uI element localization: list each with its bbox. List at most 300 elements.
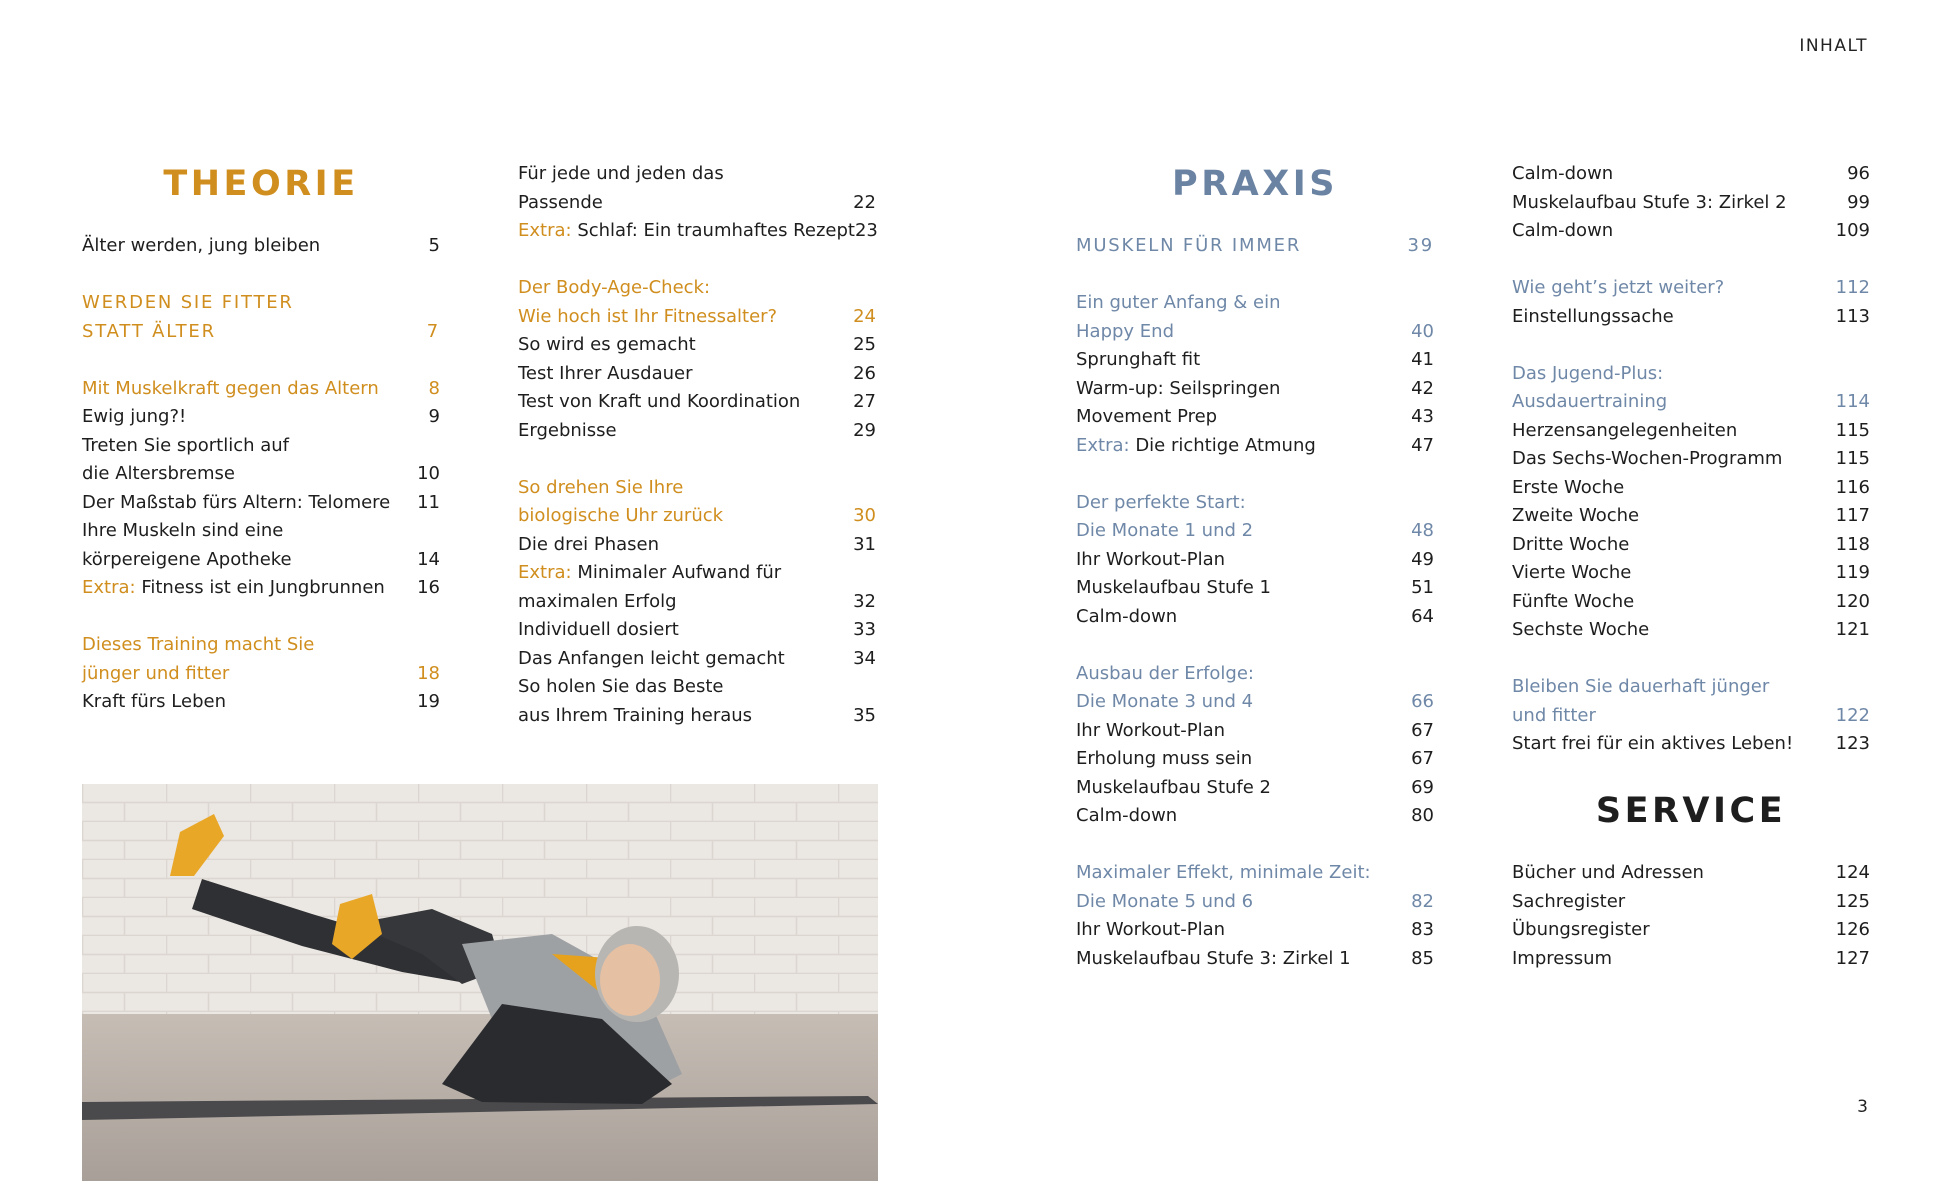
toc-page-number: 96 bbox=[1847, 163, 1870, 184]
toc-entry-line bbox=[1512, 303, 1826, 332]
toc-entry-line bbox=[1076, 603, 1390, 632]
toc-page-number: 115 bbox=[1835, 419, 1870, 441]
toc-entry-title bbox=[1512, 673, 1826, 730]
toc-page-number: 43 bbox=[1411, 406, 1434, 427]
toc-entry-line bbox=[1512, 673, 1826, 702]
toc-entry-line bbox=[1512, 274, 1826, 303]
toc-entry bbox=[1512, 945, 1870, 974]
toc-entry bbox=[518, 673, 876, 730]
toc-entry-title bbox=[1512, 559, 1826, 588]
toc-entry-line bbox=[82, 432, 396, 461]
toc-page-number: 82 bbox=[1411, 890, 1434, 912]
toc-entry bbox=[82, 631, 440, 688]
toc-entry-text: Der Maßstab fürs Altern: Telomere bbox=[82, 491, 391, 513]
toc-entry-title bbox=[82, 489, 396, 518]
toc-entry-line bbox=[82, 232, 396, 261]
toc-entry-title bbox=[1512, 274, 1826, 303]
toc-page-number: 122 bbox=[1835, 704, 1870, 726]
toc-entry-title bbox=[82, 432, 396, 489]
toc-entry-title bbox=[1076, 916, 1390, 945]
toc-page-number: 29 bbox=[853, 419, 876, 441]
toc-page-number: 67 bbox=[1411, 719, 1434, 741]
toc-entry-text: Ihre Muskeln sind eine bbox=[82, 520, 284, 541]
toc-entry bbox=[518, 160, 876, 217]
running-header: INHALT bbox=[1799, 36, 1868, 56]
toc-entry-line bbox=[1512, 388, 1826, 417]
toc-entry-text: körpereigene Apotheke bbox=[82, 548, 292, 570]
toc-entry-line bbox=[1512, 474, 1826, 503]
toc-page-number: 83 bbox=[1411, 919, 1434, 940]
toc-page-number: 127 bbox=[1835, 947, 1870, 969]
toc-entry-line bbox=[1512, 502, 1826, 531]
toc-page-number: 11 bbox=[417, 491, 440, 513]
toc-entry-line bbox=[82, 318, 396, 347]
toc-entry-line bbox=[1512, 531, 1826, 560]
toc-entry-text: Muskelaufbau Stufe 3: Zirkel 2 bbox=[1512, 191, 1787, 213]
toc-entry bbox=[1512, 916, 1870, 945]
toc-entry-title bbox=[518, 274, 832, 331]
toc-entry-line bbox=[1512, 616, 1826, 645]
toc-entry-text: Minimaler Aufwand für bbox=[577, 562, 782, 583]
toc-page-number: 22 bbox=[853, 191, 876, 213]
toc-entry-text: Sprunghaft fit bbox=[1076, 349, 1201, 370]
toc-entry-line bbox=[518, 559, 832, 588]
toc-entry-text: Movement Prep bbox=[1076, 406, 1218, 427]
toc-entry-line bbox=[1512, 588, 1826, 617]
toc-entry bbox=[518, 388, 876, 417]
toc-entry bbox=[82, 688, 440, 717]
toc-entry-text: Schlaf: Ein traumhaftes Rezept bbox=[577, 220, 855, 241]
toc-entry bbox=[1076, 717, 1434, 746]
toc-entry bbox=[1076, 603, 1434, 632]
toc-entry-line bbox=[82, 289, 396, 318]
toc-entry-line bbox=[518, 217, 855, 246]
toc-entry-title bbox=[1512, 445, 1826, 474]
toc-entry-line bbox=[82, 403, 396, 432]
toc-entry-line bbox=[1076, 660, 1390, 689]
toc-entry-title bbox=[518, 559, 832, 616]
toc-entry-line bbox=[1076, 489, 1390, 518]
toc-entry bbox=[1076, 574, 1434, 603]
extra-label: Extra: bbox=[1076, 434, 1130, 456]
toc-entry bbox=[1076, 432, 1434, 461]
toc-entry-title bbox=[518, 417, 832, 446]
toc-entry-title bbox=[82, 375, 396, 404]
toc-entry-line bbox=[1512, 217, 1826, 246]
toc-entry-text: Erholung muss sein bbox=[1076, 748, 1253, 769]
toc-entry bbox=[1512, 673, 1870, 730]
toc-entry-text: Die richtige Atmung bbox=[1135, 434, 1316, 456]
toc-entry bbox=[518, 531, 876, 560]
toc-column-theorie-2 bbox=[518, 160, 876, 730]
toc-entry bbox=[82, 517, 440, 574]
toc-entry-line bbox=[518, 673, 832, 702]
toc-column-praxis-2 bbox=[1512, 160, 1870, 973]
toc-entry-title bbox=[1512, 531, 1826, 560]
toc-entry bbox=[1512, 616, 1870, 645]
toc-entry-line bbox=[1076, 688, 1390, 717]
toc-entry-title bbox=[1076, 945, 1390, 974]
toc-entry bbox=[1512, 888, 1870, 917]
toc-entry bbox=[518, 559, 876, 616]
toc-entry bbox=[1512, 303, 1870, 332]
toc-entry-text: Sechste Woche bbox=[1512, 619, 1650, 640]
toc-page-number: 25 bbox=[853, 334, 876, 355]
toc-page-number: 112 bbox=[1835, 277, 1870, 298]
toc-entry bbox=[1512, 445, 1870, 474]
toc-entry-text: Happy End bbox=[1076, 320, 1174, 342]
toc-entry-line bbox=[518, 303, 832, 332]
toc-page-number: 30 bbox=[853, 505, 876, 526]
toc-entry-line bbox=[1076, 802, 1390, 831]
toc-entry-line bbox=[1076, 945, 1390, 974]
toc-entry-line bbox=[518, 474, 832, 503]
toc-entry bbox=[1076, 859, 1434, 916]
extra-label: Extra: bbox=[82, 577, 136, 598]
toc-entry-title bbox=[518, 474, 832, 531]
toc-entry-title bbox=[82, 289, 396, 346]
page-number: 3 bbox=[1857, 1097, 1868, 1117]
toc-entry-text: Ewig jung?! bbox=[82, 406, 187, 427]
toc-entry-title bbox=[1512, 360, 1826, 417]
toc-entry-line bbox=[82, 688, 396, 717]
toc-entry-line bbox=[1512, 730, 1826, 759]
toc-page-number: 64 bbox=[1411, 605, 1434, 627]
toc-entry-text: Bleiben Sie dauerhaft jünger bbox=[1512, 676, 1770, 697]
toc-entry-line bbox=[1076, 403, 1390, 432]
toc-entry-text: Warm-up: Seilspringen bbox=[1076, 377, 1281, 399]
toc-entry-line bbox=[1512, 559, 1826, 588]
toc-entry-text: Ihr Workout-Plan bbox=[1076, 719, 1226, 741]
toc-entry bbox=[1076, 289, 1434, 346]
toc-entry-text: Ihr Workout-Plan bbox=[1076, 548, 1226, 570]
toc-entry bbox=[518, 417, 876, 446]
toc-entry-line bbox=[1076, 375, 1390, 404]
toc-entry-line bbox=[82, 375, 396, 404]
toc-entry-line bbox=[518, 417, 832, 446]
toc-entry-text: Das Sechs-Wochen-Programm bbox=[1512, 448, 1783, 469]
toc-page-number: 9 bbox=[428, 406, 440, 427]
toc-entry bbox=[82, 432, 440, 489]
toc-entry-text: die Altersbremse bbox=[82, 463, 235, 484]
toc-page-number: 121 bbox=[1835, 619, 1870, 640]
toc-page-number: 27 bbox=[853, 391, 876, 412]
toc-entry-line bbox=[1076, 432, 1390, 461]
toc-entry-title bbox=[1512, 160, 1826, 189]
toc-entry-line bbox=[1076, 745, 1390, 774]
toc-entry bbox=[518, 360, 876, 389]
toc-page-number: 8 bbox=[428, 377, 440, 399]
toc-page-number: 14 bbox=[417, 548, 440, 570]
toc-entry bbox=[1512, 274, 1870, 303]
toc-entry bbox=[1076, 489, 1434, 546]
toc-entry bbox=[1512, 417, 1870, 446]
toc-entry-line bbox=[1512, 189, 1826, 218]
toc-entry-text: aus Ihrem Training heraus bbox=[518, 704, 753, 726]
toc-page-number: 67 bbox=[1411, 748, 1434, 769]
toc-entry bbox=[1512, 217, 1870, 246]
toc-entry-line bbox=[1512, 945, 1826, 974]
toc-entry-text: biologische Uhr zurück bbox=[518, 505, 724, 526]
toc-entry-title bbox=[1512, 303, 1826, 332]
toc-entry-text: Calm-down bbox=[1076, 805, 1178, 826]
toc-entry-line bbox=[1512, 160, 1826, 189]
toc-entry-title bbox=[1076, 717, 1390, 746]
toc-entry-title bbox=[1512, 945, 1826, 974]
toc-entry-title bbox=[1512, 502, 1826, 531]
toc-entry bbox=[1512, 559, 1870, 588]
toc-entry-text: Ausdauertraining bbox=[1512, 391, 1668, 412]
toc-entry bbox=[1512, 474, 1870, 503]
toc-entry bbox=[518, 274, 876, 331]
toc-entry-title bbox=[1076, 774, 1390, 803]
toc-entry-text: Der Body-Age-Check: bbox=[518, 277, 711, 298]
toc-page-number: 24 bbox=[853, 305, 876, 327]
toc-page-number: 120 bbox=[1835, 590, 1870, 612]
toc-entry-text: Für jede und jeden das bbox=[518, 163, 724, 184]
toc-entry-title bbox=[518, 531, 832, 560]
toc-entry-line bbox=[1076, 346, 1390, 375]
toc-entry-text: Herzensangelegenheiten bbox=[1512, 419, 1738, 441]
toc-entry-title bbox=[82, 403, 396, 432]
toc-entry bbox=[518, 645, 876, 674]
toc-page-number: 33 bbox=[853, 619, 876, 640]
toc-entry-title bbox=[1512, 588, 1826, 617]
toc-entry-text: Einstellungssache bbox=[1512, 305, 1674, 327]
toc-entry-text: Dritte Woche bbox=[1512, 533, 1630, 555]
toc-entry bbox=[1512, 502, 1870, 531]
toc-entry-title bbox=[518, 645, 832, 674]
toc-entry bbox=[1076, 660, 1434, 717]
toc-page-number: 40 bbox=[1411, 320, 1434, 342]
toc-page-number: 35 bbox=[853, 704, 876, 726]
toc-entry-title bbox=[518, 360, 832, 389]
toc-entry-title bbox=[1076, 232, 1390, 261]
toc-entry-text: Die drei Phasen bbox=[518, 533, 660, 555]
toc-entry-text: Älter werden, jung bleiben bbox=[82, 235, 321, 256]
toc-entry-text: Treten Sie sportlich auf bbox=[82, 434, 289, 456]
toc-entry-text: Die Monate 3 und 4 bbox=[1076, 691, 1254, 712]
toc-entry-text: Impressum bbox=[1512, 947, 1613, 969]
toc-page-number: 41 bbox=[1411, 349, 1434, 370]
toc-entry bbox=[82, 375, 440, 404]
toc-page-number: 10 bbox=[417, 463, 440, 484]
toc-entry-title bbox=[1076, 603, 1390, 632]
toc-entry bbox=[518, 616, 876, 645]
toc-entry-text: MUSKELN FÜR IMMER bbox=[1076, 235, 1302, 256]
toc-entry-title bbox=[1076, 802, 1390, 831]
toc-entry-text: Wie hoch ist Ihr Fitnessalter? bbox=[518, 305, 778, 327]
toc-entry-text: Muskelaufbau Stufe 2 bbox=[1076, 776, 1272, 798]
toc-entry-line bbox=[1076, 318, 1390, 347]
toc-entry-title bbox=[518, 673, 832, 730]
toc-page-number: 26 bbox=[853, 362, 876, 384]
toc-entry bbox=[518, 474, 876, 531]
toc-entry-line bbox=[518, 331, 832, 360]
toc-entry-title bbox=[82, 517, 396, 574]
toc-page-number: 85 bbox=[1411, 947, 1434, 969]
toc-entry-text: Erste Woche bbox=[1512, 476, 1625, 498]
toc-page-number: 42 bbox=[1411, 377, 1434, 399]
toc-entry-line bbox=[1076, 888, 1390, 917]
toc-page-number: 49 bbox=[1411, 548, 1434, 570]
toc-page-number: 16 bbox=[417, 577, 440, 598]
toc-entry-text: Calm-down bbox=[1512, 163, 1614, 184]
toc-entry bbox=[1076, 346, 1434, 375]
toc-entry-text: Calm-down bbox=[1076, 605, 1178, 627]
toc-entry bbox=[1076, 945, 1434, 974]
toc-entry-title bbox=[1512, 189, 1826, 218]
toc-entry-text: So wird es gemacht bbox=[518, 334, 696, 355]
toc-entry-title bbox=[1512, 888, 1826, 917]
toc-entry-text: Kraft fürs Leben bbox=[82, 691, 226, 712]
toc-entry-line bbox=[1076, 517, 1390, 546]
toc-entry bbox=[1076, 774, 1434, 803]
toc-entry-line bbox=[1512, 445, 1826, 474]
toc-entry-title bbox=[1076, 574, 1390, 603]
toc-entry bbox=[1512, 360, 1870, 417]
toc-entry-line bbox=[1076, 546, 1390, 575]
toc-entry-title bbox=[1076, 745, 1390, 774]
toc-entry-text: Zweite Woche bbox=[1512, 505, 1640, 526]
toc-entry-line bbox=[518, 531, 832, 560]
toc-entry-line bbox=[1512, 859, 1826, 888]
toc-entry-title bbox=[1076, 346, 1390, 375]
toc-entry-line bbox=[82, 631, 396, 660]
section-title-praxis: PRAXIS bbox=[1172, 164, 1338, 204]
toc-page-number: 66 bbox=[1411, 691, 1434, 712]
toc-entry-title bbox=[82, 232, 396, 261]
toc-entry-text: Passende bbox=[518, 191, 603, 213]
toc-entry-line bbox=[1512, 702, 1826, 731]
toc-entry-line bbox=[518, 616, 832, 645]
toc-entry-text: Wie geht’s jetzt weiter? bbox=[1512, 277, 1725, 298]
toc-entry bbox=[1076, 546, 1434, 575]
extra-label: Extra: bbox=[518, 220, 572, 241]
toc-page-number: 114 bbox=[1835, 391, 1870, 412]
toc-page-number: 32 bbox=[853, 590, 876, 612]
toc-entry-line bbox=[1512, 417, 1826, 446]
extra-label: Extra: bbox=[518, 562, 572, 583]
toc-entry-line bbox=[518, 360, 832, 389]
toc-entry-text: Die Monate 1 und 2 bbox=[1076, 520, 1254, 541]
toc-entry-line bbox=[1512, 888, 1826, 917]
toc-page-number: 116 bbox=[1835, 476, 1870, 498]
toc-entry-title bbox=[1076, 289, 1390, 346]
toc-entry-text: Ein guter Anfang & ein bbox=[1076, 292, 1281, 313]
toc-entry-text: Ergebnisse bbox=[518, 419, 617, 441]
toc-entry-line bbox=[82, 517, 396, 546]
toc-entry-line bbox=[518, 702, 832, 731]
toc-entry-text: Ihr Workout-Plan bbox=[1076, 919, 1226, 940]
toc-entry-text: Muskelaufbau Stufe 1 bbox=[1076, 577, 1272, 598]
toc-entry-line bbox=[518, 388, 832, 417]
toc-entry-text: Individuell dosiert bbox=[518, 619, 679, 640]
toc-entry-text: und fitter bbox=[1512, 704, 1596, 726]
toc-entry-title bbox=[1512, 616, 1826, 645]
toc-entry-text: Das Anfangen leicht gemacht bbox=[518, 647, 785, 669]
toc-entry-text: Fitness ist ein Jungbrunnen bbox=[141, 577, 385, 598]
toc-page-number: 51 bbox=[1411, 577, 1434, 598]
toc-page-number: 48 bbox=[1411, 520, 1434, 541]
toc-page-number: 80 bbox=[1411, 805, 1434, 826]
toc-entry-title bbox=[518, 331, 832, 360]
section-title-theorie: THEORIE bbox=[163, 164, 359, 204]
toc-entry-line bbox=[82, 660, 396, 689]
toc-entry-text: So holen Sie das Beste bbox=[518, 676, 724, 697]
toc-entry-text: Das Jugend-Plus: bbox=[1512, 362, 1664, 384]
toc-page-number: 125 bbox=[1835, 890, 1870, 912]
toc-entry-text: jünger und fitter bbox=[82, 662, 230, 684]
toc-page-number: 109 bbox=[1835, 220, 1870, 241]
toc-page-number: 39 bbox=[1407, 235, 1434, 256]
toc-entry-title bbox=[518, 388, 832, 417]
toc-entry-text: Der perfekte Start: bbox=[1076, 491, 1246, 513]
toc-entry-title bbox=[1076, 859, 1390, 916]
toc-page-number: 31 bbox=[853, 533, 876, 555]
section-title-service: SERVICE bbox=[1595, 791, 1787, 831]
toc-entry-line bbox=[1512, 916, 1826, 945]
toc-entry-text: Start frei für ein aktives Leben! bbox=[1512, 733, 1794, 754]
toc-entry-text: Mit Muskelkraft gegen das Altern bbox=[82, 377, 379, 399]
toc-entry-text: Test Ihrer Ausdauer bbox=[518, 362, 693, 384]
toc-entry-text: Calm-down bbox=[1512, 220, 1614, 241]
toc-entry bbox=[1076, 403, 1434, 432]
toc-entry-title bbox=[1512, 474, 1826, 503]
toc-entry bbox=[518, 217, 876, 246]
toc-entry-text: STATT ÄLTER bbox=[82, 320, 216, 342]
toc-entry-line bbox=[518, 189, 832, 218]
toc-page-number: 119 bbox=[1835, 562, 1870, 583]
toc-entry bbox=[1512, 588, 1870, 617]
toc-entry-title bbox=[1512, 217, 1826, 246]
toc-entry-text: Bücher und Adressen bbox=[1512, 862, 1704, 883]
toc-entry-title bbox=[518, 217, 855, 246]
toc-entry bbox=[1076, 375, 1434, 404]
toc-entry-title bbox=[1076, 375, 1390, 404]
toc-entry-text: Die Monate 5 und 6 bbox=[1076, 890, 1254, 912]
toc-page-number: 117 bbox=[1835, 505, 1870, 526]
toc-entry-text: Vierte Woche bbox=[1512, 562, 1632, 583]
toc-entry-title bbox=[1076, 489, 1390, 546]
toc-entry-line bbox=[518, 588, 832, 617]
toc-entry-line bbox=[1076, 774, 1390, 803]
toc-entry bbox=[82, 574, 440, 603]
toc-entry-text: WERDEN SIE FITTER bbox=[82, 292, 294, 313]
toc-page-number: 124 bbox=[1835, 862, 1870, 883]
toc-entry-line bbox=[518, 274, 832, 303]
toc-entry-line bbox=[1076, 916, 1390, 945]
toc-page-number: 23 bbox=[854, 220, 878, 241]
toc-entry-title bbox=[518, 616, 832, 645]
toc-entry-text: Dieses Training macht Sie bbox=[82, 634, 315, 655]
toc-entry bbox=[1512, 730, 1870, 759]
toc-entry-line bbox=[518, 502, 832, 531]
toc-entry bbox=[1076, 802, 1434, 831]
toc-entry-title bbox=[1512, 730, 1826, 759]
toc-entry-line bbox=[518, 160, 832, 189]
toc-entry bbox=[518, 331, 876, 360]
toc-page-number: 19 bbox=[417, 691, 440, 712]
toc-entry-title bbox=[1076, 403, 1390, 432]
exercise-photo bbox=[82, 784, 878, 1181]
toc-entry-title bbox=[82, 574, 396, 603]
toc-entry-text: maximalen Erfolg bbox=[518, 590, 677, 612]
toc-page-number: 113 bbox=[1835, 305, 1870, 327]
toc-page-number: 7 bbox=[426, 320, 440, 342]
toc-entry-line bbox=[518, 645, 832, 674]
toc-entry-title bbox=[1512, 916, 1826, 945]
